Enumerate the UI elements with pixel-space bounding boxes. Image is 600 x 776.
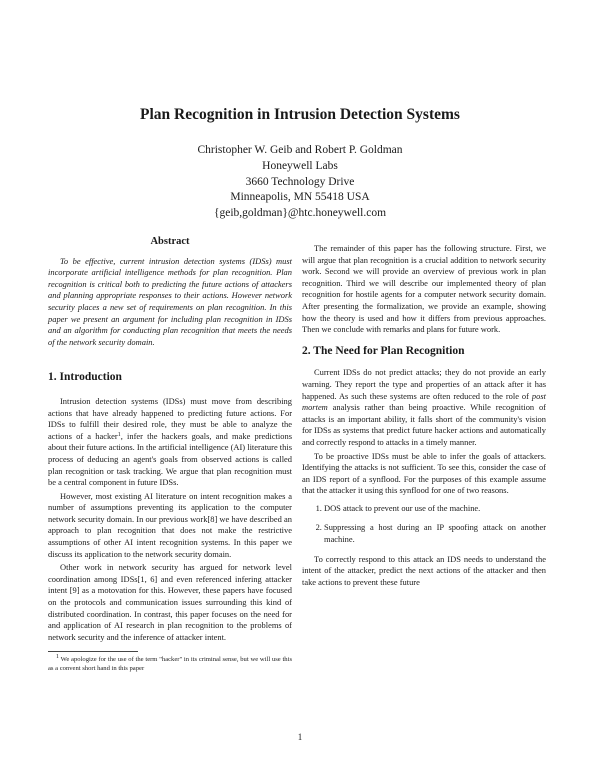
section-1-paragraph-4: The remainder of this paper has the following structure. First, we will argue that plan recognition is a crucial addition to network security work. Second we will provide an overview of previous work in plan recognition. Third we will describe our implemented theory of plan recognition for hostile agents for a computer network security domain. After presenting the formalization, we provide an example, showing how the theory is used and how it differs from previous approaches. Then we conclude with remarks and plans for future work. <box>302 243 546 335</box>
paragraph-text: Intrusion detection systems (IDSs) must move from describing actions that have already happened to predicting future actions. For IDSs to fulfill their desired role, they must be able to analyze the actions of a hacker <box>48 395 292 441</box>
footnote <box>48 655 292 673</box>
author-email: {geib,goldman}@htc.honeywell.com <box>213 207 387 220</box>
footnote-text: We apologize for the use of the term "hacker" in its criminal sense, but we will use this as a convent short hand in this paper <box>48 656 293 672</box>
paper-title: Plan Recognition in Intrusion Detection Systems <box>140 106 460 123</box>
paragraph-text: , infer the hackers goals, and make predictions about their future actions. In the artificial intelligence (AI) literature this process of deducing an agent's goals from observed actions is called plan recognition or task tracking. We argue that plan recognition must be a central component in future IDSs. <box>48 430 292 488</box>
author-names: Christopher W. Geib and Robert P. Goldman <box>197 144 403 156</box>
emphasis-text: post mortem <box>302 390 546 413</box>
section-2-paragraph-1 <box>302 367 546 448</box>
paragraph-text: Current IDSs do not predict attacks; they do not provide an early warning. They report the type and properties of an attack after it has happened. As such these systems are often reduced to the role of <box>302 367 546 401</box>
section-1-heading: 1. Introduction <box>48 371 122 384</box>
page-number: 1 <box>297 732 303 742</box>
section-1-paragraph-3: Other work in network security has argued for network level coordination among IDSs[1, 6] and even referenced infering attacker intent [9] as a motovation for this. However, these papers have focused on the protocols and communication issues surrounding this kind of distributed coordination. In contrast, this paper focuses on the need for and application of AI research in plan recognition to the problems of network security and the inference of attacker intent. <box>48 562 292 642</box>
abstract-text: To be effective, current intrusion detection systems (IDSs) must incorporate artificial intelligence methods for plan recognition. Plan recognition is critical both to predicting the future actions of attackers and planning appropriate responses to their actions. However network security places a new set of requirements on plan recognition. In this paper we present an argument for including plan recognition in IDSs and an algorithm for conducting plan recognition that meets the needs of the network security domain. <box>48 255 292 347</box>
left-column <box>48 236 292 645</box>
footnote-divider <box>48 651 138 652</box>
section-2-paragraph-2: To be proactive IDSs must be able to infer the goals of attackers. Identifying the attacks is not sufficient. To see this, consider the case of an IDS report of a synflood. For the purposes of this example assume that the attacker it using this synflood for one of two reasons. <box>302 450 546 496</box>
street-address: 3660 Technology Drive <box>245 175 355 188</box>
list-item: 1. DOS attack to prevent our use of the machine. <box>324 503 546 515</box>
list-item: 2. Suppressing a host during an IP spoofing attack on another machine. <box>324 522 546 545</box>
section-2-heading: 2. The Need for Plan Recognition <box>302 344 465 357</box>
paragraph-text: analysis rather than being proactive. While recognition of attacks is an important ability, it falls short of the community's vision for IDSs as systems that predict future hacker actions and automatically and correctly respond to attacks in a timely manner. <box>302 402 546 447</box>
right-column <box>302 243 546 590</box>
footnote-mark: 1 <box>56 654 59 660</box>
city-address: Minneapolis, MN 55418 USA <box>230 191 370 204</box>
abstract-heading: Abstract <box>150 236 190 247</box>
footnote-marker: 1 <box>117 431 121 438</box>
section-2-paragraph-3: To correctly respond to this attack an IDS needs to understand the intent of the attacker, predict the next actions of the attacker and then take actions to prevent these future <box>302 553 546 587</box>
section-1-paragraph-1 <box>48 396 292 489</box>
section-1-paragraph-2: However, most existing AI literature on intent recognition makes a number of assumptions preventing its application to the computer network security domain. In our previous work[8] we have described an approach to plan recognition that does not make the restrictive assumptions of other AI intent recognition systems. In this paper we discuss its application to the network security domain. <box>48 490 292 559</box>
affiliation: Honeywell Labs <box>262 159 338 172</box>
author-block <box>0 143 600 222</box>
reason-list <box>302 503 546 546</box>
